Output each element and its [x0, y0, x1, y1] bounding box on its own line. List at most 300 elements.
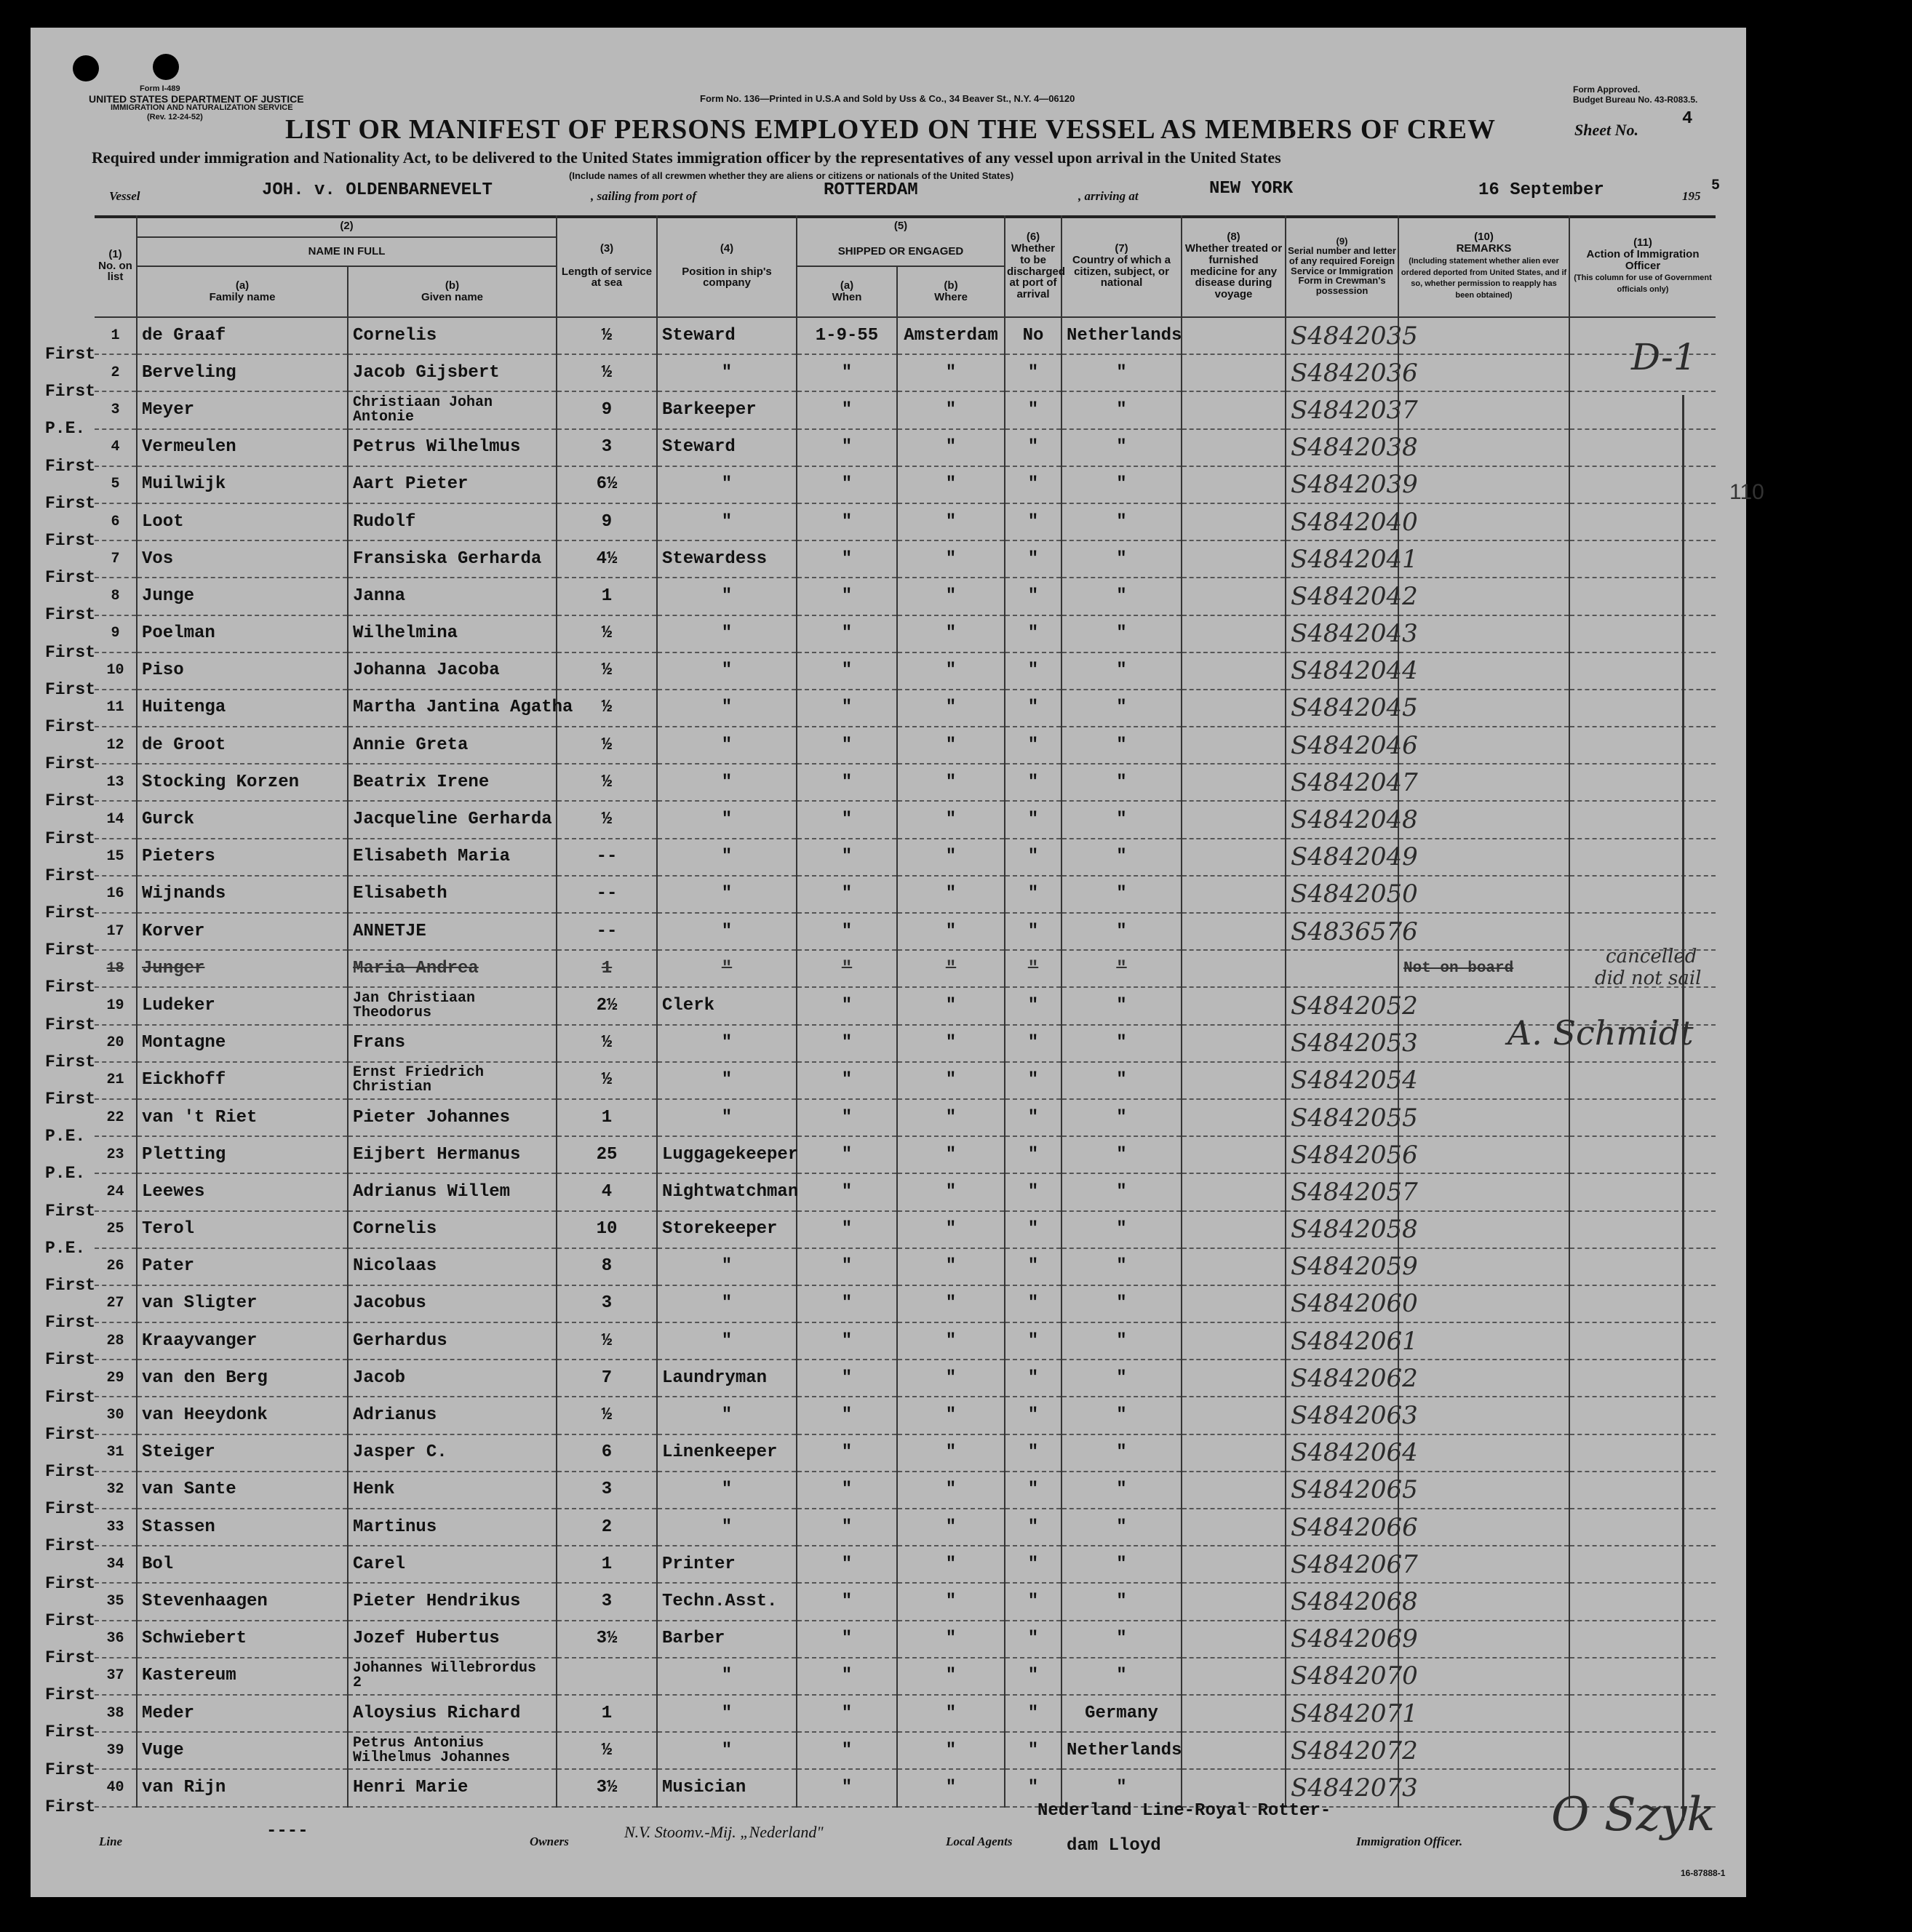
position: Barber [657, 1621, 797, 1658]
sheet-label: Sheet No. [1574, 121, 1638, 139]
shipped-when: 1-9-55 [797, 317, 897, 354]
remarks [1398, 1695, 1569, 1732]
shipped-when: " [797, 503, 897, 540]
sheet-number: 4 [1682, 109, 1693, 129]
shipped-where: " [897, 801, 1005, 838]
manifest-sheet [31, 28, 1764, 1897]
shipped-where: " [897, 913, 1005, 950]
discharged: " [1005, 801, 1061, 838]
crew-table [95, 215, 1716, 1808]
medicine [1182, 503, 1286, 540]
remarks [1398, 839, 1569, 876]
family-name: van Heeydonk [137, 1397, 348, 1434]
position: Techn.Asst. [657, 1583, 797, 1620]
service-length: ½ [557, 317, 657, 354]
serial-number: S4842059 [1286, 1248, 1398, 1285]
medicine [1182, 1583, 1286, 1620]
row-class-label: First [45, 1276, 96, 1295]
country: " [1061, 1360, 1182, 1397]
row-class-label: First [45, 382, 96, 402]
serial-number: S4842040 [1286, 503, 1398, 540]
medicine [1182, 1062, 1286, 1099]
officer-action [1569, 1509, 1716, 1546]
officer-action [1569, 764, 1716, 801]
position: Printer [657, 1546, 797, 1583]
row-class-label: First [45, 493, 96, 513]
given-name: Pieter Hendrikus [348, 1583, 557, 1620]
position: " [657, 1732, 797, 1769]
given-name: Carel [348, 1546, 557, 1583]
row-number: 11 [95, 690, 137, 727]
country: " [1061, 429, 1182, 466]
printer-note: Form No. 136—Printed in U.S.A and Sold by Uss & Co., 34 Beaver St., N.Y. 4—06120 [700, 93, 1075, 104]
medicine [1182, 1136, 1286, 1173]
officer-action [1569, 1695, 1716, 1732]
crew-row [95, 354, 1716, 391]
remarks [1398, 652, 1569, 690]
vessel-name: JOH. v. OLDENBARNEVELT [262, 180, 493, 200]
shipped-where: " [897, 1062, 1005, 1099]
serial-number: S4842069 [1286, 1621, 1398, 1658]
officer-action [1569, 652, 1716, 690]
given-name: Petrus Antonius Wilhelmus Johannes [348, 1732, 557, 1769]
given-name: Aart Pieter [348, 466, 557, 503]
remarks [1398, 1322, 1569, 1360]
crew-row [95, 913, 1716, 950]
shipped-where: " [897, 578, 1005, 615]
service-length: 2 [557, 1509, 657, 1546]
country: " [1061, 391, 1182, 428]
medicine [1182, 801, 1286, 838]
officer-action [1569, 1658, 1716, 1695]
sailing-label: , sailing from port of [591, 189, 696, 203]
crew-row [95, 391, 1716, 428]
row-class-label: First [45, 1648, 96, 1667]
given-name: Jan Christiaan Theodorus [348, 987, 557, 1024]
remarks [1398, 540, 1569, 578]
officer-action [1569, 1621, 1716, 1658]
given-name: Annie Greta [348, 727, 557, 764]
officer-action [1569, 1546, 1716, 1583]
given-name: Wilhelmina [348, 615, 557, 652]
serial-number: S4842065 [1286, 1472, 1398, 1509]
service-length: ½ [557, 727, 657, 764]
crew-row [95, 1285, 1716, 1322]
officer-action [1569, 503, 1716, 540]
medicine [1182, 987, 1286, 1024]
shipped-when: " [797, 540, 897, 578]
discharged: " [1005, 1583, 1061, 1620]
family-name: Kastereum [137, 1658, 348, 1695]
crew-row [95, 1583, 1716, 1620]
position: " [657, 466, 797, 503]
medicine [1182, 429, 1286, 466]
col-action-header: (11) Action of Immigration Officer (This column for use of Government officials only) [1569, 215, 1716, 317]
family-name: Vermeulen [137, 429, 348, 466]
shipped-where: " [897, 1732, 1005, 1769]
row-class-label: First [45, 1052, 96, 1071]
country: " [1061, 801, 1182, 838]
given-name: Gerhardus [348, 1322, 557, 1360]
row-class-label: First [45, 345, 96, 364]
remarks [1398, 1248, 1569, 1285]
medicine [1182, 466, 1286, 503]
signature: A. Schmidt [1507, 1013, 1694, 1053]
crew-row [95, 540, 1716, 578]
row-number: 28 [95, 1322, 137, 1360]
family-name: van 't Riet [137, 1099, 348, 1136]
serial-number: S4842055 [1286, 1099, 1398, 1136]
officer-action [1569, 1285, 1716, 1322]
shipped-where: " [897, 1136, 1005, 1173]
medicine [1182, 1658, 1286, 1695]
shipped-when: " [797, 1732, 897, 1769]
discharged: " [1005, 1397, 1061, 1434]
country: " [1061, 1397, 1182, 1434]
position: Barkeeper [657, 391, 797, 428]
shipped-where: " [897, 1472, 1005, 1509]
country: " [1061, 578, 1182, 615]
shipped-where: " [897, 503, 1005, 540]
given-name: Ernst Friedrich Christian [348, 1062, 557, 1099]
row-number: 9 [95, 615, 137, 652]
row-number: 39 [95, 1732, 137, 1769]
row-number: 23 [95, 1136, 137, 1173]
given-name: Aloysius Richard [348, 1695, 557, 1732]
shipped-where: " [897, 1621, 1005, 1658]
country: " [1061, 540, 1182, 578]
serial-number: S4842071 [1286, 1695, 1398, 1732]
service: IMMIGRATION AND NATURALIZATION SERVICE [111, 103, 293, 112]
crew-row [95, 1248, 1716, 1285]
shipped-when: " [797, 1099, 897, 1136]
row-number: 32 [95, 1472, 137, 1509]
row-number: 24 [95, 1173, 137, 1210]
serial-number: S4842052 [1286, 987, 1398, 1024]
margin-number: 110 [1729, 480, 1764, 504]
family-name: Muilwijk [137, 466, 348, 503]
discharged: " [1005, 1360, 1061, 1397]
discharged: " [1005, 503, 1061, 540]
row-number: 19 [95, 987, 137, 1024]
crew-row [95, 652, 1716, 690]
officer-action [1569, 391, 1716, 428]
agents-value-2: dam Lloyd [1067, 1836, 1161, 1856]
shipped-where: " [897, 1173, 1005, 1210]
given-name: Adrianus [348, 1397, 557, 1434]
position: Stewardess [657, 540, 797, 578]
service-length: 6 [557, 1434, 657, 1472]
discharged: " [1005, 1658, 1061, 1695]
row-class-label: First [45, 679, 96, 699]
country: " [1061, 1099, 1182, 1136]
serial-number: S4842041 [1286, 540, 1398, 578]
shipped-where: " [897, 1099, 1005, 1136]
remarks [1398, 1546, 1569, 1583]
medicine [1182, 652, 1286, 690]
service-length: 3 [557, 429, 657, 466]
shipped-when: " [797, 1285, 897, 1322]
service-length: 10 [557, 1211, 657, 1248]
row-number: 5 [95, 466, 137, 503]
remarks [1398, 1769, 1569, 1806]
row-class-label: First [45, 1201, 96, 1221]
discharged: " [1005, 727, 1061, 764]
action-bracket-line [1682, 395, 1684, 1821]
serial-number: S4842048 [1286, 801, 1398, 838]
discharged: " [1005, 1621, 1061, 1658]
shipped-where: " [897, 1248, 1005, 1285]
shipped-when: " [797, 1360, 897, 1397]
given-name: Cornelis [348, 1211, 557, 1248]
shipped-where: " [897, 1769, 1005, 1806]
remarks: Not on board [1398, 950, 1569, 987]
crew-row [95, 1658, 1716, 1695]
shipped-when: " [797, 578, 897, 615]
shipped-when: " [797, 466, 897, 503]
position: " [657, 1062, 797, 1099]
serial-number: S4842045 [1286, 690, 1398, 727]
vessel-label: Vessel [109, 189, 140, 203]
shipped-where: " [897, 391, 1005, 428]
remarks [1398, 1211, 1569, 1248]
family-name: van Sante [137, 1472, 348, 1509]
arrival-date: 16 September [1478, 180, 1604, 200]
include-note: (Include names of all crewmen whether they are aliens or citizens or nationals of the United States) [569, 170, 1014, 181]
serial-number: S4842035 [1286, 317, 1398, 354]
shipped-when: " [797, 950, 897, 987]
crew-row [95, 1509, 1716, 1546]
discharged: " [1005, 1472, 1061, 1509]
serial-number: S4842039 [1286, 466, 1398, 503]
crew-row [95, 876, 1716, 913]
serial-number: S4842060 [1286, 1285, 1398, 1322]
shipped-when: " [797, 1397, 897, 1434]
serial-number: S4842047 [1286, 764, 1398, 801]
remarks [1398, 1173, 1569, 1210]
shipped-when: " [797, 1583, 897, 1620]
medicine [1182, 540, 1286, 578]
family-name: Huitenga [137, 690, 348, 727]
position: Clerk [657, 987, 797, 1024]
officer-action [1569, 690, 1716, 727]
shipped-where: " [897, 1025, 1005, 1062]
crew-row [95, 317, 1716, 354]
col-service-header: (3) Length of service at sea [557, 215, 657, 317]
row-number: 15 [95, 839, 137, 876]
row-number: 14 [95, 801, 137, 838]
row-class-label: First [45, 1723, 96, 1742]
crew-row [95, 1695, 1716, 1732]
arriving-label: , arriving at [1078, 189, 1139, 203]
officer-action [1569, 540, 1716, 578]
col-shipped-header: (5) [797, 215, 1005, 237]
row-class-label: First [45, 1573, 96, 1593]
service-length: 1 [557, 1546, 657, 1583]
family-name: Poelman [137, 615, 348, 652]
shipped-where: " [897, 764, 1005, 801]
given-name: Jacob [348, 1360, 557, 1397]
officer-action [1569, 466, 1716, 503]
position: Steward [657, 317, 797, 354]
serial-number: S4842037 [1286, 391, 1398, 428]
row-number: 1 [95, 317, 137, 354]
serial-number: S4842057 [1286, 1173, 1398, 1210]
agents-label: Local Agents [946, 1835, 1013, 1848]
service-length: 3 [557, 1583, 657, 1620]
family-name: Pater [137, 1248, 348, 1285]
shipped-when: " [797, 801, 897, 838]
row-class-label: P.E. [45, 419, 86, 439]
remarks [1398, 1360, 1569, 1397]
shipped-when: " [797, 876, 897, 913]
service-length: 4 [557, 1173, 657, 1210]
discharged: " [1005, 690, 1061, 727]
remarks [1398, 503, 1569, 540]
col-medicine-header: (8) Whether treated or furnished medicine for any disease during voyage [1182, 215, 1286, 317]
officer-action [1569, 1583, 1716, 1620]
position: " [657, 354, 797, 391]
discharged: " [1005, 615, 1061, 652]
col-remarks-header: (10) REMARKS (Including statement whether alien ever ordered deported from United States, and if so, whether permission to reapply has been obtained) [1398, 215, 1569, 317]
service-length: ½ [557, 764, 657, 801]
medicine [1182, 1621, 1286, 1658]
row-number: 12 [95, 727, 137, 764]
given-name-header: (b) Given name [348, 266, 557, 317]
medicine [1182, 1099, 1286, 1136]
crew-row [95, 1211, 1716, 1248]
discharged: " [1005, 839, 1061, 876]
officer-action [1569, 727, 1716, 764]
row-number: 36 [95, 1621, 137, 1658]
given-name: Cornelis [348, 317, 557, 354]
medicine [1182, 690, 1286, 727]
position: " [657, 615, 797, 652]
form-number: Form I-489 [140, 84, 180, 93]
given-name: Henk [348, 1472, 557, 1509]
punch-hole [153, 54, 179, 80]
shipped-when: " [797, 1211, 897, 1248]
row-number: 29 [95, 1360, 137, 1397]
year-prefix: 195 [1682, 189, 1701, 203]
serial-number: S4842044 [1286, 652, 1398, 690]
row-class-label: First [45, 1536, 96, 1556]
service-length: -- [557, 876, 657, 913]
family-name: Gurck [137, 801, 348, 838]
shipped-where: " [897, 652, 1005, 690]
family-name: Berveling [137, 354, 348, 391]
officer-action [1569, 839, 1716, 876]
shipped-where: " [897, 727, 1005, 764]
remarks [1398, 764, 1569, 801]
position: Luggagekeeper [657, 1136, 797, 1173]
medicine [1182, 727, 1286, 764]
discharged: " [1005, 1322, 1061, 1360]
punch-hole [73, 55, 99, 81]
family-name: de Groot [137, 727, 348, 764]
family-name: Schwiebert [137, 1621, 348, 1658]
shipped-when: " [797, 727, 897, 764]
service-length: 8 [557, 1248, 657, 1285]
row-class-label: P.E. [45, 1127, 86, 1146]
medicine [1182, 354, 1286, 391]
family-name: van Rijn [137, 1769, 348, 1806]
serial-number: S4842073 [1286, 1769, 1398, 1806]
service-length: -- [557, 839, 657, 876]
page-subtitle: Required under immigration and Nationality Act, to be delivered to the United States immigration officer by the representatives of any vessel upon arrival in the United States [92, 148, 1281, 167]
row-class-label: First [45, 1313, 96, 1333]
discharged: " [1005, 950, 1061, 987]
officer-action [1569, 1360, 1716, 1397]
port-of-departure: ROTTERDAM [824, 180, 918, 200]
country: " [1061, 1025, 1182, 1062]
row-class-label: First [45, 1015, 96, 1034]
col-name-header: (2) [137, 215, 557, 237]
crew-row [95, 1546, 1716, 1583]
line-value: ---- [266, 1821, 308, 1841]
position: " [657, 839, 797, 876]
country: " [1061, 1136, 1182, 1173]
row-class-label: First [45, 1462, 96, 1481]
shipped-where: " [897, 1658, 1005, 1695]
given-name: Rudolf [348, 503, 557, 540]
port-of-arrival: NEW YORK [1209, 179, 1294, 199]
remarks [1398, 727, 1569, 764]
officer-action [1569, 429, 1716, 466]
serial-number: S4842066 [1286, 1509, 1398, 1546]
serial-number: S4842042 [1286, 578, 1398, 615]
officer-action [1569, 578, 1716, 615]
serial-number [1286, 950, 1398, 987]
discharged: " [1005, 1173, 1061, 1210]
row-class-label: First [45, 866, 96, 885]
serial-number: S4842070 [1286, 1658, 1398, 1695]
shipped-when: " [797, 1062, 897, 1099]
country: Netherlands [1061, 1732, 1182, 1769]
row-class-label: First [45, 531, 96, 550]
remarks [1398, 354, 1569, 391]
position: Steward [657, 429, 797, 466]
col-no-header: (1) No. on list [95, 215, 137, 317]
crew-row [95, 615, 1716, 652]
shipped-where: " [897, 1360, 1005, 1397]
serial-number: S4842036 [1286, 354, 1398, 391]
service-length: ½ [557, 1322, 657, 1360]
shipped-when: " [797, 1509, 897, 1546]
shipped-where: " [897, 1583, 1005, 1620]
row-class-label: First [45, 568, 96, 588]
given-name: Eijbert Hermanus [348, 1136, 557, 1173]
country: " [1061, 1583, 1182, 1620]
crew-row [95, 578, 1716, 615]
position: " [657, 1025, 797, 1062]
shipped-when: " [797, 1322, 897, 1360]
serial-number: S4842054 [1286, 1062, 1398, 1099]
row-number: 3 [95, 391, 137, 428]
discharged: " [1005, 1062, 1061, 1099]
given-name: Petrus Wilhelmus [348, 429, 557, 466]
discharged: " [1005, 1546, 1061, 1583]
position: " [657, 1285, 797, 1322]
family-name: Meyer [137, 391, 348, 428]
crew-row [95, 1062, 1716, 1099]
shipped-when: " [797, 839, 897, 876]
medicine [1182, 1173, 1286, 1210]
family-name: Loot [137, 503, 348, 540]
medicine [1182, 839, 1286, 876]
row-class-label: First [45, 1760, 96, 1779]
discharged: " [1005, 1248, 1061, 1285]
